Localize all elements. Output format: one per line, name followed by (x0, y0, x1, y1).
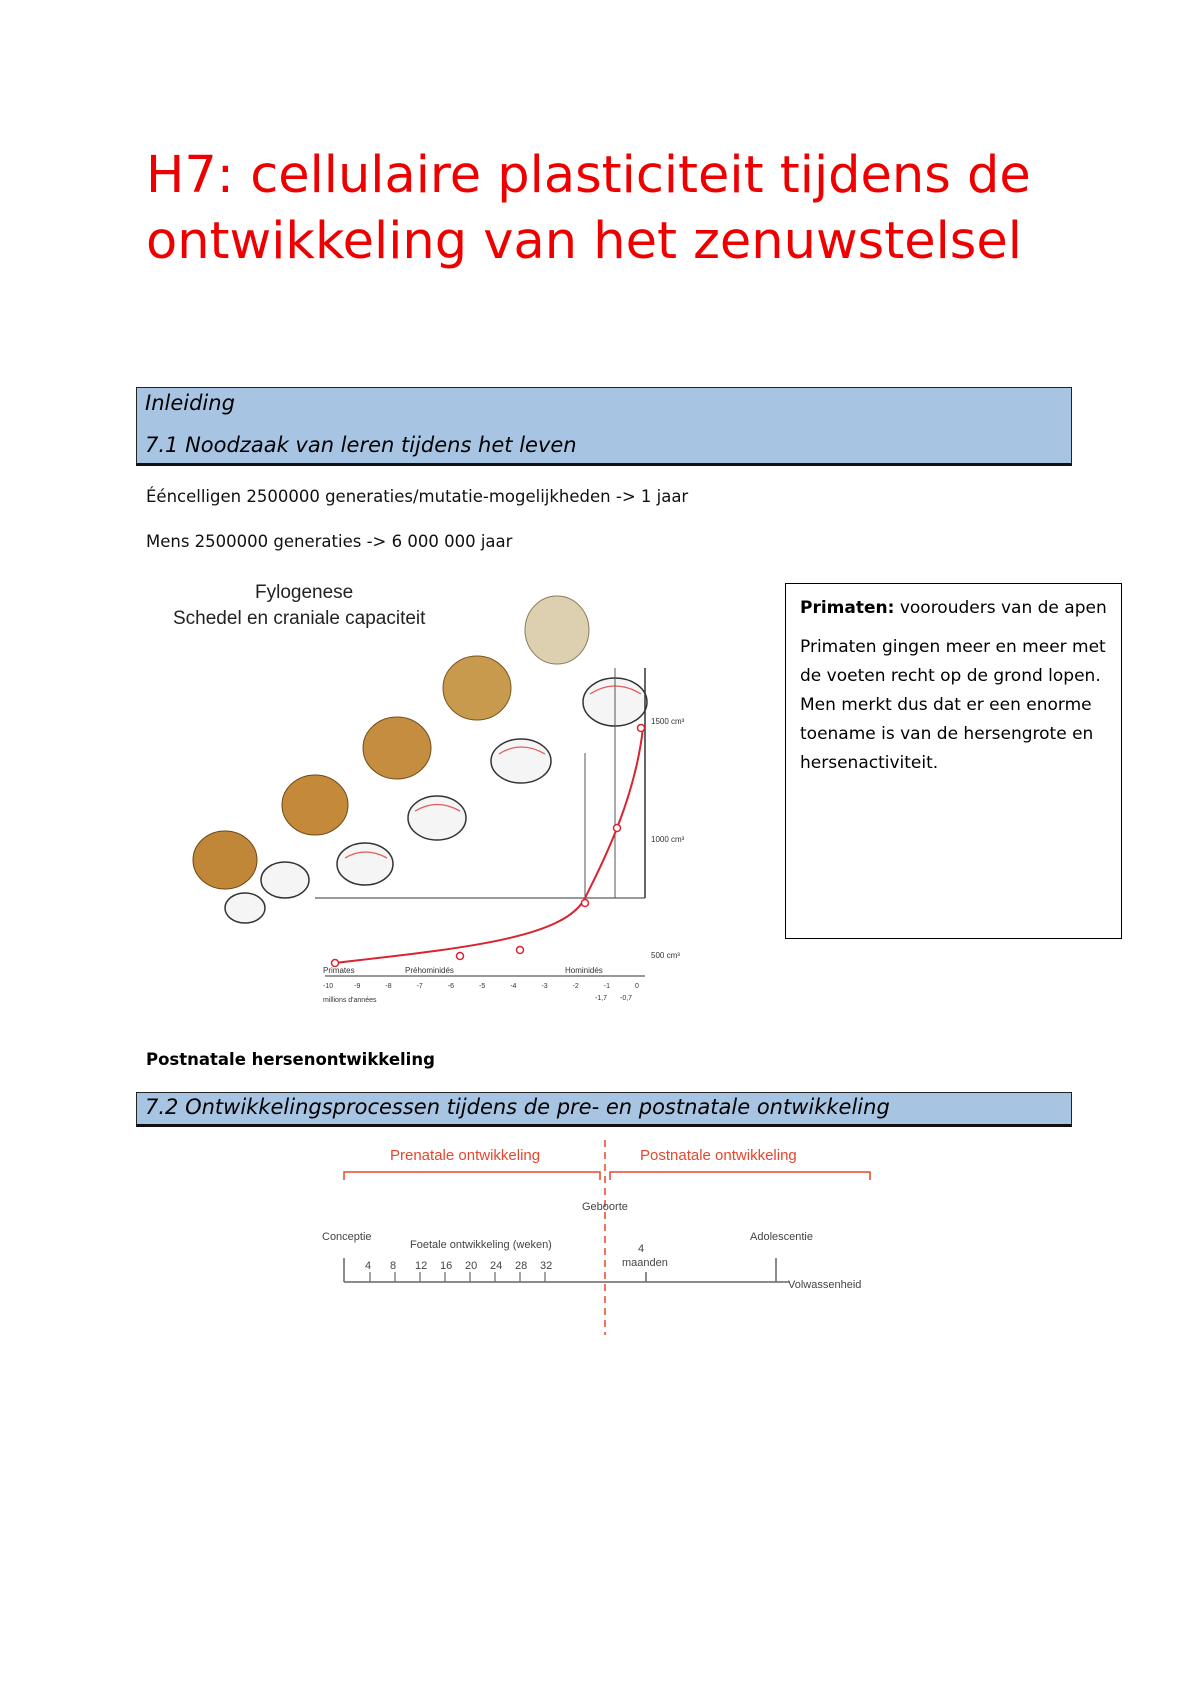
week-tick-label: 28 (515, 1260, 528, 1272)
week-tick-label: 8 (390, 1260, 397, 1272)
week-tick-label: 24 (490, 1260, 503, 1272)
label-4: 4 (638, 1243, 645, 1255)
development-timeline-figure (310, 1140, 890, 1340)
x-tick-label: -7 (416, 983, 423, 990)
skull-outline-5 (261, 862, 309, 898)
label-postnatal: Postnatale ontwikkeling (640, 1147, 797, 1164)
label-months: maanden (622, 1257, 668, 1269)
paragraph-mens: Mens 2500000 generaties -> 6 000 000 jaar (146, 532, 513, 551)
x-tick-label: -3 (541, 983, 548, 990)
postnatal-bracket (610, 1172, 870, 1180)
curve-point-5 (614, 825, 621, 832)
week-tick-label: 20 (465, 1260, 478, 1272)
prenatal-bracket (344, 1172, 600, 1180)
x-tick-label: -6 (447, 983, 455, 990)
skull-homo-neanderthal (443, 656, 511, 720)
section-heading-7-2: 7.2 Ontwikkelingsprocessen tijdens de pre- en postnatale ontwikkeling (145, 1095, 890, 1119)
curve-point-4 (582, 900, 589, 907)
week-tick-label: 4 (365, 1260, 372, 1272)
figure1-title-line2: Schedel en craniale capaciteit (173, 608, 426, 629)
curve-point-2 (457, 953, 464, 960)
phylogeny-figure (165, 578, 745, 1008)
skull-homo-sapiens (525, 596, 589, 664)
week-tick-label: 12 (415, 1260, 428, 1272)
sidebox-bold-term: Primaten: (800, 598, 895, 618)
period-prehominides: Préhominidés (405, 966, 454, 975)
y-label-1000: 1000 cm³ (651, 835, 685, 844)
label-birth: Geboorte (582, 1201, 628, 1213)
section-heading-intro: Inleiding (145, 391, 235, 415)
label-adolescence: Adolescentie (750, 1231, 813, 1243)
y-label-1500: 1500 cm³ (651, 717, 685, 726)
x-unit-label: millions d'années (323, 997, 377, 1004)
x-tick-label: -2 (572, 983, 579, 990)
x-tick-label: -8 (385, 983, 392, 990)
skull-outline-3 (408, 796, 466, 840)
skull-outline-2 (491, 739, 551, 783)
y-label-500: 500 cm³ (651, 951, 680, 960)
curve-point-3 (517, 947, 524, 954)
period-hominides: Hominidés (565, 966, 603, 975)
section-heading-box-1 (136, 387, 1072, 466)
sidebox-line1 (800, 594, 1107, 623)
x-subtick-1: -1,7 (595, 995, 608, 1002)
x-tick-label: -1 (603, 983, 611, 990)
skull-australopithecus (193, 831, 257, 889)
x-tick-label: 0 (635, 983, 639, 990)
period-primates: Primates (323, 966, 355, 975)
paragraph-eencelligen: Ééncelligen 2500000 generaties/mutatie-mogelijkheden -> 1 jaar (146, 487, 689, 506)
week-tick-label: 32 (540, 1260, 553, 1272)
x-subtick-2: -0,7 (620, 995, 633, 1002)
sidebox-line1-rest: voorouders van de apen (894, 598, 1107, 618)
primaten-note-box (785, 583, 1122, 939)
label-adulthood: Volwassenheid (788, 1279, 862, 1291)
label-conception: Conceptie (322, 1231, 372, 1243)
section-heading-7-1: 7.1 Noodzaak van leren tijdens het leven (145, 433, 577, 457)
x-tick-label: -10 (323, 983, 334, 990)
curve-point-6 (638, 725, 645, 732)
skull-outline-6 (225, 893, 265, 923)
label-fetal: Foetale ontwikkeling (weken) (410, 1239, 552, 1251)
fossil-skulls (193, 596, 647, 923)
label-prenatal: Prenatale ontwikkeling (390, 1147, 541, 1164)
sidebox-para2: Primaten gingen meer en meer met de voeten recht op de grond lopen. Men merkt dus dat er een enorme toename is van de hersengrote en hersenactiviteit. (800, 637, 1106, 773)
skull-homo-erectus (363, 717, 431, 779)
figure1-title-line1: Fylogenese (255, 582, 354, 603)
x-tick-label: -5 (479, 983, 486, 990)
subheading-postnatal: Postnatale hersenontwikkeling (146, 1050, 435, 1069)
page-title: H7: cellulaire plasticiteit tijdens de ontwikkeling van het zenuwstelsel (146, 146, 1031, 271)
x-tick-label: -4 (510, 983, 517, 990)
section-heading-box-2 (136, 1092, 1072, 1127)
x-tick-label: -9 (354, 983, 361, 990)
skull-homo-habilis (282, 775, 348, 835)
week-tick-label: 16 (440, 1260, 453, 1272)
skull-outline-4 (337, 843, 393, 885)
